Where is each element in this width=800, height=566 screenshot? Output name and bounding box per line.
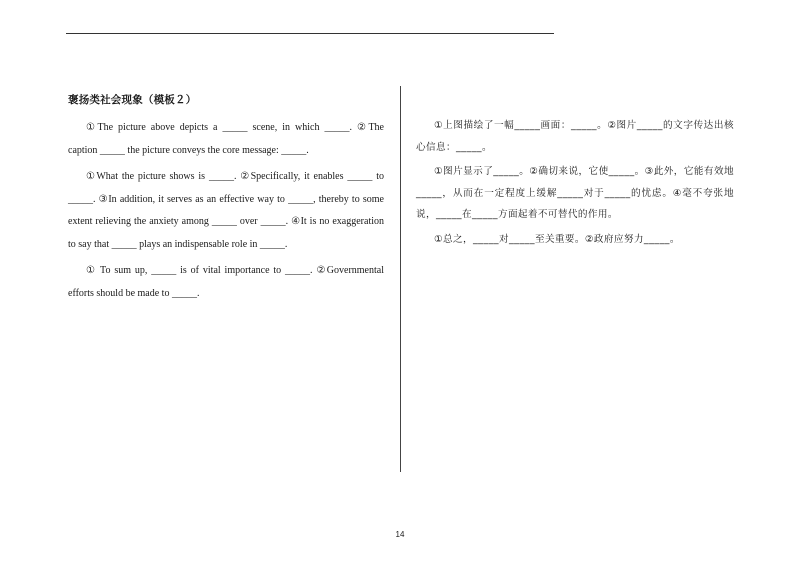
chinese-template-column: [416, 115, 734, 253]
english-paragraph-2: ①What the picture shows is _____. ②Specifically, it enables _____ to _____. ③In addition, it serves as an effective way to _____, thereby to some extent relieving the anxiety among _____ over _____. ④It is no exaggeration to say that _____ plays an indispensable role in _____.: [68, 171, 384, 250]
column-divider: [400, 86, 401, 472]
chinese-paragraph-3: ①总之，_____对_____至关重要。②政府应努力_____。: [434, 233, 680, 245]
section-title: 褒扬类社会现象（模板２）: [68, 94, 197, 106]
chinese-paragraph-1: ①上图描绘了一幅_____画面：_____。②图片_____的文字传达出核心信息：_____。: [416, 120, 734, 153]
chinese-paragraph-2: ①图片显示了_____。②确切来说，它使_____。③此外，它能有效地_____，从而在一定程度上缓解_____对于_____的忧虑。④毫不夸张地说，_____在_____方面起着不可替代的作用。: [416, 166, 734, 220]
top-rule: [66, 33, 554, 34]
english-paragraph-3: ① To sum up, _____ is of vital importance to _____. ②Governmental efforts should be made to _____.: [68, 265, 384, 299]
page-number: 14: [395, 530, 405, 539]
english-paragraph-1: ①The picture above depicts a _____ scene, in which _____. ②The caption _____ the picture conveys the core message: _____.: [68, 122, 384, 156]
english-template-column: [68, 92, 384, 309]
